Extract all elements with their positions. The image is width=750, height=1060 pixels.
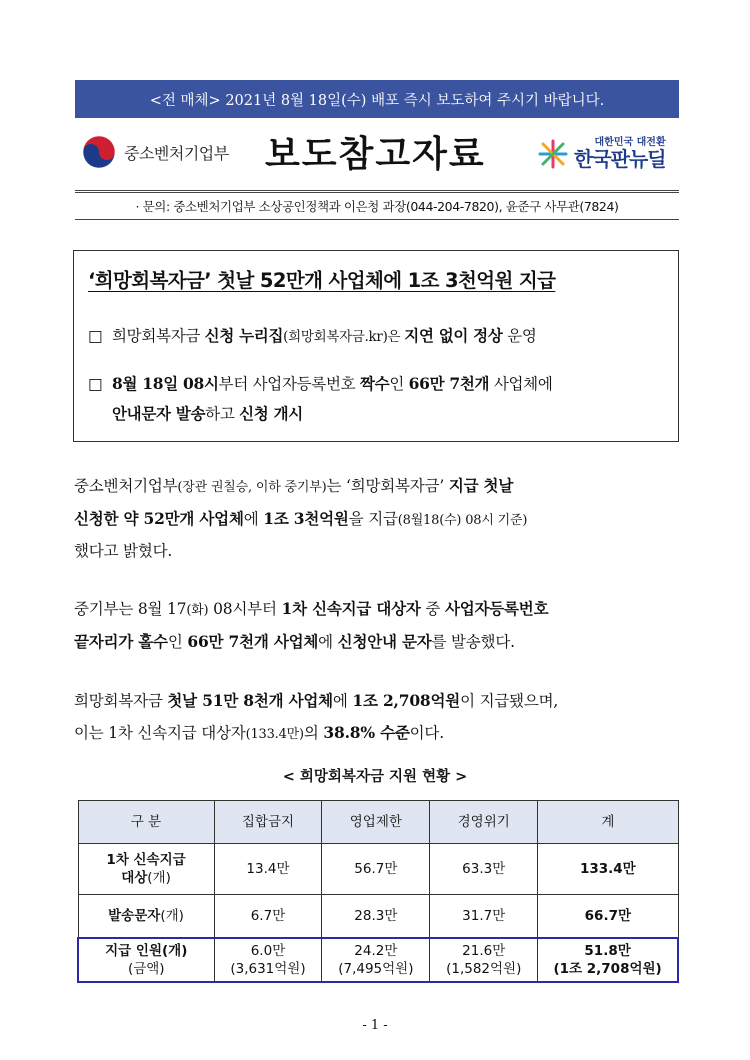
row-label-text: 발송문자 — [108, 908, 161, 924]
body-paragraph-1 — [74, 470, 684, 567]
row-label-unit: (개) — [160, 908, 184, 924]
contact-text: · 문의: 중소벤처기업부 소상공인정책과 이은청 과장(044-204-7820), 윤준구 사무관(7824) — [135, 199, 619, 214]
para-text: 희망회복자금 — [74, 692, 168, 710]
para-bold: 사업자등록번호 — [444, 599, 549, 618]
bullet-bold: 지연 없이 정상 — [404, 326, 503, 345]
row-label-text: 지급 인원(개) — [105, 943, 188, 959]
table-row-highlighted — [78, 938, 678, 982]
bullet-bold: 신청 개시 — [239, 404, 303, 423]
bullet-bold: 짝수 — [359, 374, 390, 393]
contact-info — [75, 190, 679, 220]
taegeuk-emblem-icon — [82, 135, 116, 169]
summary-bullet-1 — [88, 321, 537, 352]
table-cell: 6.7만 — [214, 895, 322, 939]
row-label-unit: (개) — [147, 870, 171, 886]
new-deal-spark-icon — [538, 139, 568, 169]
cell-amount: (3,631억원) — [230, 961, 306, 977]
cell-amount: (7,495억원) — [338, 961, 414, 977]
row-label — [78, 895, 214, 939]
body-paragraph-2 — [74, 593, 684, 658]
para-text: 에 — [243, 510, 264, 528]
para-text: 중기부는 8월 17 — [74, 600, 187, 618]
page-number: - 1 - — [362, 1018, 388, 1033]
para-small: (8월18(수) 08시 기준) — [397, 513, 528, 528]
para-text: 중 — [420, 600, 445, 618]
new-deal-slogan: 대한민국 대전환 — [594, 137, 666, 149]
table-header-cell: 집합금지 — [214, 801, 322, 844]
bullet-bold: 신청 누리집 — [204, 326, 284, 345]
ministry-name: 중소벤처기업부 — [124, 143, 229, 163]
para-bold: 66만 7천개 사업체 — [187, 632, 319, 651]
para-bold: 1차 신속지급 대상자 — [281, 599, 421, 618]
summary-box — [73, 250, 679, 442]
table-cell — [430, 938, 538, 982]
headline: ‘희망회복자금’ 첫날 52만개 사업체에 1조 3천억원 지급 — [88, 269, 556, 292]
row-label — [78, 844, 214, 895]
para-bold: 신청한 약 52만개 사업체 — [74, 509, 244, 528]
bullet-text: 부터 사업자등록번호 — [218, 375, 360, 393]
para-text: 이 지급됐으며, — [460, 692, 559, 710]
bullet-text: 하고 — [205, 405, 240, 423]
cell-amount: (1조 2,708억원) — [553, 961, 662, 977]
para-text: 이다. — [409, 724, 444, 742]
para-text: 에 — [318, 633, 338, 651]
support-status-table — [77, 800, 679, 983]
summary-bullet-2 — [88, 369, 553, 429]
table-header-row — [78, 801, 678, 844]
distribution-banner — [75, 80, 679, 118]
para-text: 의 — [303, 724, 324, 742]
ministry-logo — [82, 130, 229, 174]
para-small: (화) — [186, 603, 209, 618]
table-cell — [322, 938, 430, 982]
document-type-title: 보도참고자료 — [265, 133, 486, 175]
para-bold: 신청안내 문자 — [337, 632, 432, 651]
para-bold: 38.8% 수준 — [323, 723, 410, 742]
table-cell — [214, 938, 322, 982]
para-text: 중소벤처기업부 — [74, 477, 178, 495]
bullet-text: 인 — [389, 375, 409, 393]
para-bold: 첫날 51만 8천개 사업체 — [167, 691, 333, 710]
para-text: 08시부터 — [208, 600, 282, 618]
table-header-cell: 영업제한 — [322, 801, 430, 844]
table-row — [78, 895, 678, 939]
bullet-text: 사업체에 — [489, 375, 553, 393]
table-cell: 56.7만 — [322, 844, 430, 895]
table-cell: 63.3만 — [430, 844, 538, 895]
cell-count: 6.0만 — [250, 943, 286, 959]
para-bold: 끝자리가 홀수 — [74, 632, 168, 651]
para-text: 를 발송했다. — [431, 633, 515, 651]
para-bold: 1조 3천억원 — [263, 509, 349, 528]
table-cell: 31.7만 — [430, 895, 538, 939]
para-bold: 지급 첫날 — [448, 476, 514, 495]
cell-count: 51.8만 — [584, 943, 631, 959]
table-header-cell: 계 — [538, 801, 678, 844]
bullet-text: (희망회복자금.kr)은 — [283, 329, 405, 345]
banner-text: <전 매체> 2021년 8월 18일(수) 배포 즉시 보도하여 주시기 바랍니다. — [149, 92, 605, 109]
new-deal-name: 한국판뉴딜 — [574, 146, 666, 171]
bullet-text: 희망회복자금 — [112, 327, 205, 345]
table-cell: 13.4만 — [214, 844, 322, 895]
row-label-text: 대상 — [121, 870, 148, 886]
cell-count: 21.6만 — [462, 943, 506, 959]
para-text: 인 — [167, 633, 188, 651]
body-paragraph-3 — [74, 685, 684, 750]
para-text: 을 지급 — [348, 510, 398, 528]
para-text: 에 — [332, 692, 353, 710]
para-small: (장관 권칠승, 이하 중기부) — [177, 480, 327, 495]
table-header-cell: 경영위기 — [430, 801, 538, 844]
para-bold: 1조 2,708억원 — [352, 691, 461, 710]
para-text: 했다고 밝혔다. — [74, 542, 173, 560]
bullet-bold: 66만 7천개 — [408, 374, 490, 393]
bullet-bold: 8월 18일 08시 — [112, 374, 219, 393]
bullet-text: 운영 — [502, 327, 537, 345]
row-label-text: 1차 신속지급 — [106, 852, 186, 868]
cell-amount: (1,582억원) — [446, 961, 522, 977]
row-label-unit: (금액) — [127, 961, 165, 977]
table-row — [78, 844, 678, 895]
cell-count: 24.2만 — [354, 943, 398, 959]
bullet-bold: 안내문자 발송 — [112, 404, 206, 423]
table-cell: 28.3만 — [322, 895, 430, 939]
table-total-cell — [538, 938, 678, 982]
table-total-cell: 133.4만 — [538, 844, 678, 895]
checkbox-square-icon: □ — [88, 375, 103, 393]
table-header-cell: 구 분 — [78, 801, 214, 844]
checkbox-square-icon: □ — [88, 327, 103, 345]
para-text: 이는 1차 신속지급 대상자 — [74, 724, 246, 742]
table-total-cell: 66.7만 — [538, 895, 678, 939]
row-label — [78, 938, 214, 982]
korean-new-deal-logo — [538, 132, 666, 176]
table-title: < 희망회복자금 지원 현황 > — [282, 769, 468, 785]
para-text: 는 ‘희망회복자금’ — [326, 477, 449, 495]
para-small: (133.4만) — [245, 727, 304, 742]
